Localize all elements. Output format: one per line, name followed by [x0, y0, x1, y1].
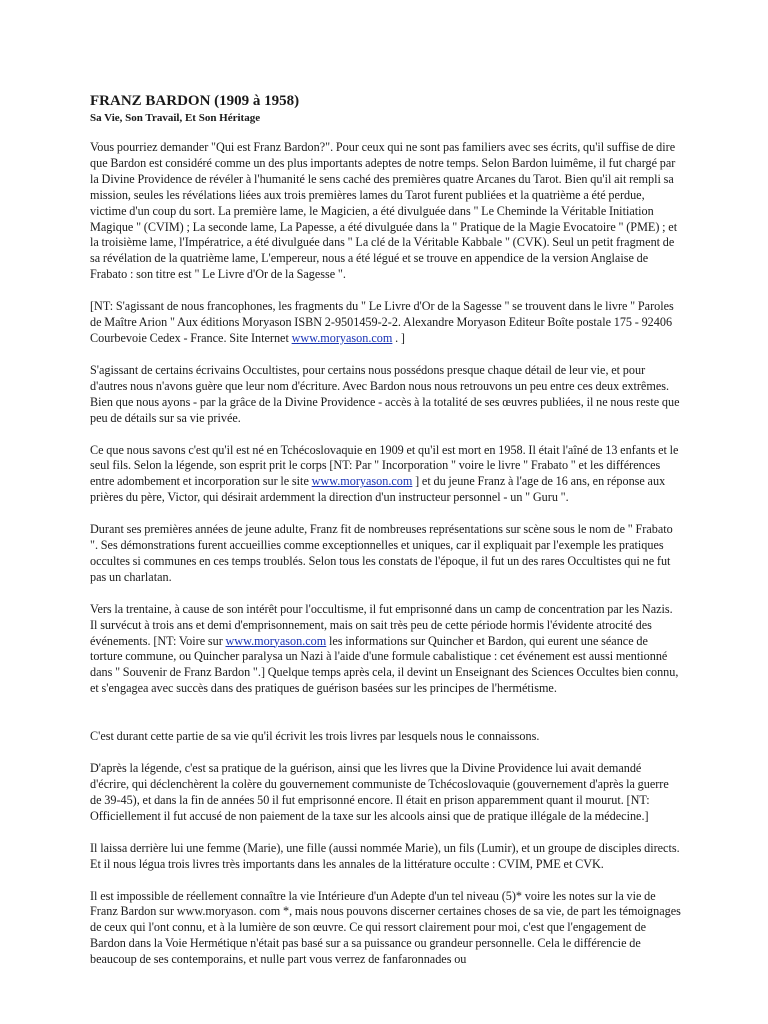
paragraph-text: les informations sur Quincher et Bardon, qui eurent une séance de torture commune, ou Quincher paralysa un Nazi à l'aide d'une formule cabalistique : cet événement est aussi mentionné dans " Souvenir de Franz Bardon ".] Quelque temps après cela, il devint un Enseignant des Sciences Occultes bien connu, et s'engagea avec succès dans des pratiques de guérison basées sur les principes de l'hermétisme. [90, 633, 679, 696]
paragraph-books: C'est durant cette partie de sa vie qu'il écrivit les trois livres par lesquels nous le connaissons. [90, 729, 540, 744]
moryason-link[interactable]: www.moryason.com [291, 330, 393, 345]
moryason-link[interactable]: www.moryason.com [225, 633, 327, 648]
paragraph-healing: D'après la légende, c'est sa pratique de la guérison, ainsi que les livres que la Divine Providence lui avait demandé d'écrire, qui déclenchèrent la colère du gouvernement communiste de Tchécoslovaquie (gouvernement d'après la guerre de 39-45), et dans la fin de années 50 il fut emprisonné encore. Il était en prison apparemment quant il mourut. [NT: Officiellement il fut accusé de non paiement de la taxe sur les alcools ainsi que de pratique illégale de la médecine.] [90, 761, 669, 823]
paragraph-writers: S'agissant de certains écrivains Occultistes, pour certains nous possédons presque chaque détail de leur vie, et pour d'autres nous n'avons guère que leur nom d'écriture. Avec Bardon nous nous retrouvons un peu entre ces deux extrêmes. Bien que nous ayons - par la grâce de la Divine Providence - accès à la totalité de ses œuvres publiées, il ne nous reste que peu de détails sur sa vie privée. [90, 362, 680, 425]
paragraph-legacy: Il laissa derrière lui une femme (Marie), une fille (aussi nommée Marie), un fils (Lumir), et un groupe de disciples directs. Et il nous légua trois livres très importants dans les annales de la littérature occulte : CVIM, PME et CVK. [90, 840, 680, 871]
paragraph-text: Ce que nous savons c'est qu'il est né en Tchécoslovaquie en 1909 et qu'il est mort en 1958. Il était l'aîné de 13 enfants et le seul fils. Selon la légende, son esprit prit le corps [NT: Par " Incorporation " voire le livre " Frabato " et les différences entre adombement et incorporation sur le site [90, 442, 679, 489]
moryason-link[interactable]: www.moryason.com [311, 474, 413, 489]
paragraph-intro: Vous pourriez demander "Qui est Franz Bardon?". Pour ceux qui ne sont pas familiers avec ses écrits, qu'il suffise de dire que Bardon est considéré comme un des plus importants adeptes de notre temps. Selon Bardon luimême, il fut chargé par la Divine Providence de révéler à l'humanité le sens caché des premières quatre Arcanes du Tarot. Bien qu'il ait rempli sa mission, seules les révélations liées aux trois premières lames du Tarot furent publiées et la quatrième a été perdue, victime d'un coup du sort. La première lame, le Magicien, a été divulguée dans " Le Cheminde la Véritable Initiation Magique " (CVIM) ; La seconde lame, La Papesse, a été divulguée dans la " Pratique de la Magie Evocatoire " (PME) ; et la troisième lame, l'Impératrice, a été divulguée dans " La clé de la Véritable Kabbale " (CVK). Seul un petit fragment de sa révélation de la quatrième lame, L'empereur, nous a été légué et se trouve en appendice de la version Anglaise de Frabato : son titre est " Le Livre d'Or de la Sagesse ". [90, 140, 678, 282]
paragraph-text: [NT: S'agissant de nous francophones, les fragments du " Le Livre d'Or de la Sagesse " se trouvent dans le livre " Paroles de Maître Arion " Aux éditions Moryason ISBN 2-9501459-2-2. Alexandre Moryason Editeur Boîte postale 175 - 92406 Courbevoie Cedex - France. Site Internet [90, 299, 674, 345]
paragraph-inner-life: Il est impossible de réellement connaître la vie Intérieure d'un Adepte d'un tel niveau (5)* voire les notes sur la vie de Franz Bardon sur www.moryason. com *, mais nous pouvons discerner certaines choses de sa vie, de part les témoignages de ceux qui l'ont connu, et à la lumière de son œuvre. Ce qui ressort clairement pour moi, c'est que l'engagement de Bardon dans la Voie Hermétique n'était pas basé sur a sa puissance ou grandeur personnelle. Cela le différencie de beaucoup de ses contemporains, et nulle part vous verrez de fanfaronnades ou [90, 888, 681, 967]
paragraph-translator-note [90, 299, 682, 347]
paragraph-birth [90, 443, 682, 507]
paragraph-text: . ] [392, 330, 405, 345]
document-body [90, 93, 682, 968]
document-subtitle: Sa Vie, Son Travail, Et Son Héritage [90, 112, 261, 124]
paragraph-frabato: Durant ses premières années de jeune adulte, Franz fit de nombreuses représentations sur scène sous le nom de " Frabato ". Ses démonstrations furent accueillies comme exceptionnelles et uniques, car il expliquait par l'exemple les pratiques occultes si communes en ces temps troublés. Selon tous les constats de l'époque, il fut un des rares Occultistes qui ne fut pas un charlatan. [90, 522, 673, 584]
document-title: FRANZ BARDON (1909 à 1958) [90, 93, 300, 109]
paragraph-text: Vers la trentaine, à cause de son intérêt pour l'occultisme, il fut emprisonné dans un camp de concentration par les Nazis. Il survécut à trois ans et demi d'emprisonnement, mais on sait très peu de cette période hormis l'évidente atrocité des événements. [NT: Voire sur [90, 601, 673, 648]
paragraph-text: ] et du jeune Franz à l'age de 16 ans, en réponse aux prières du père, Victor, qui désirait ardemment la direction d'un instructeur personnel - un " Guru ". [90, 474, 666, 505]
paragraph-imprisonment [90, 602, 682, 697]
